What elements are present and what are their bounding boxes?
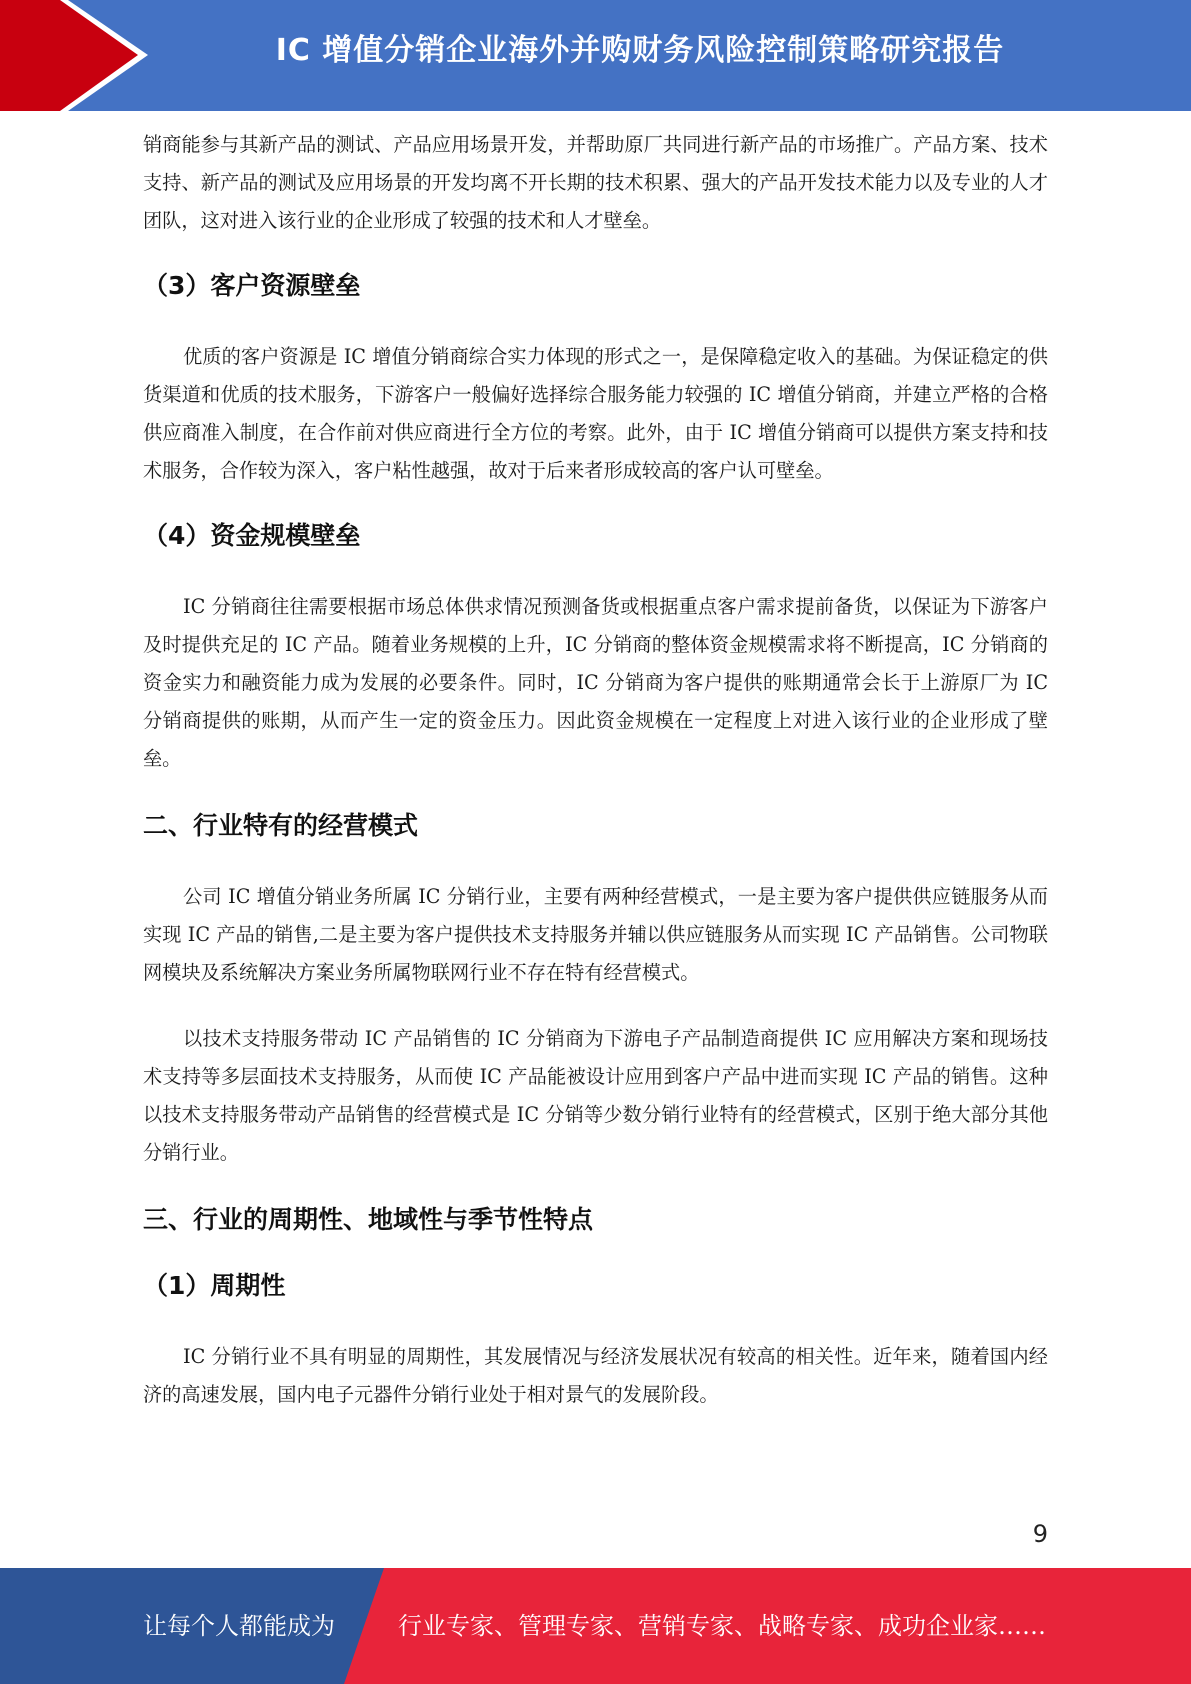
paragraph-business-mode-1: 公司 IC 增值分销业务所属 IC 分销行业，主要有两种经营模式，一是主要为客户提供供应链服务从而实现 IC 产品的销售,二是主要为客户提供技术支持服务并辅以供应链服务从而实现 IC 产品销售。公司物联网模块及系统解决方案业务所属物联网行业不存在特有经营模式。: [143, 885, 1048, 984]
paragraph-intro: 销商能参与其新产品的测试、产品应用场景开发，并帮助原厂共同进行新产品的市场推广。产品方案、技术支持、新产品的测试及应用场景的开发均离不开长期的技术积累、强大的产品开发技术能力以及专业的人才团队，这对进入该行业的企业形成了较强的技术和人才壁垒。: [143, 133, 1048, 232]
heading-industry-characteristics: 三、行业的周期性、地域性与季节性特点: [143, 1205, 594, 1234]
page-number: 9: [1032, 1520, 1048, 1548]
heading-capital-barrier: （4）资金规模壁垒: [143, 521, 361, 550]
page-footer: [0, 1568, 1191, 1684]
heading-cyclicality: （1）周期性: [143, 1271, 286, 1300]
paragraph-cyclicality: IC 分销行业不具有明显的周期性，其发展情况与经济发展状况有较高的相关性。近年来，随着国内经济的高速发展，国内电子元器件分销行业处于相对景气的发展阶段。: [143, 1345, 1048, 1406]
page-header: [0, 0, 1191, 111]
footer-slogan-right: 行业专家、管理专家、营销专家、战略专家、成功企业家……: [398, 1612, 1046, 1640]
paragraph-capital-barrier: IC 分销商往往需要根据市场总体供求情况预测备货或根据重点客户需求提前备货，以保证为下游客户及时提供充足的 IC 产品。随着业务规模的上升，IC 分销商的整体资金规模需求将不断提高，IC 分销商的资金实力和融资能力成为发展的必要条件。同时，IC 分销商为客户提供的账期通常会长于上游原厂为 IC 分销商提供的账期，从而产生一定的资金压力。因此资金规模在一定程度上对进入该行业的企业形成了壁垒。: [143, 595, 1048, 770]
paragraph-business-mode-2: 以技术支持服务带动 IC 产品销售的 IC 分销商为下游电子产品制造商提供 IC 应用解决方案和现场技术支持等多层面技术支持服务，从而使 IC 产品能被设计应用到客户产品中进而实现 IC 产品的销售。这种以技术支持服务带动产品销售的经营模式是 IC 分销等少数分销行业特有的经营模式，区别于绝大部分其他分销行业。: [143, 1027, 1048, 1164]
heading-customer-barrier: （3）客户资源壁垒: [143, 271, 361, 300]
main-content: [143, 126, 1048, 1414]
paragraph-customer-barrier: 优质的客户资源是 IC 增值分销商综合实力体现的形式之一，是保障稳定收入的基础。为保证稳定的供货渠道和优质的技术服务，下游客户一般偏好选择综合服务能力较强的 IC 增值分销商，并建立严格的合格供应商准入制度，在合作前对供应商进行全方位的考察。此外，由于 IC 增值分销商可以提供方案支持和技术服务，合作较为深入，客户粘性越强，故对于后来者形成较高的客户认可壁垒。: [143, 345, 1048, 482]
footer-slogan-left: 让每个人都能成为: [143, 1612, 335, 1640]
heading-business-mode: 二、行业特有的经营模式: [143, 811, 419, 840]
report-title: IC 增值分销企业海外并购财务风险控制策略研究报告: [275, 33, 1005, 68]
